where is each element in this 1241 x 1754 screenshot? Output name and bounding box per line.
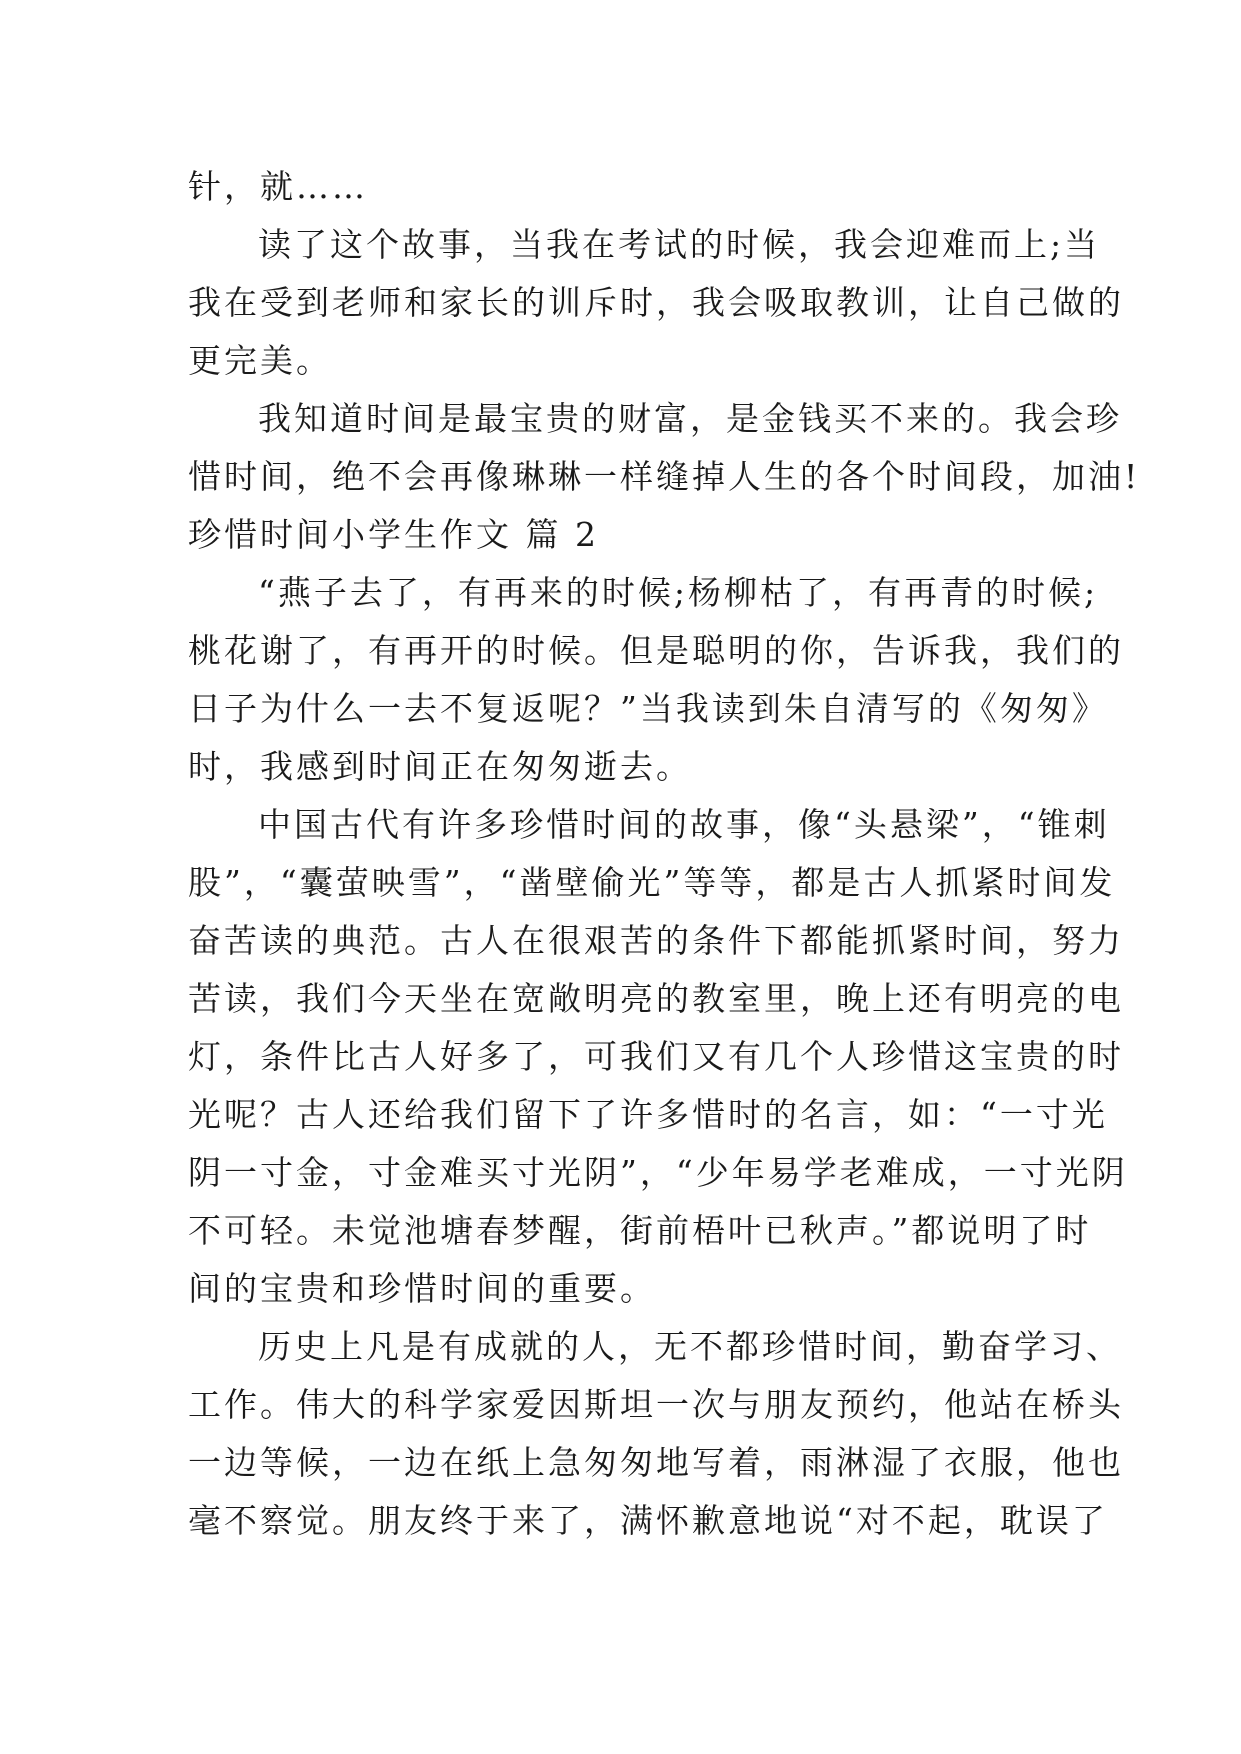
text-line: “燕子去了，有再来的时候;杨柳枯了，有再青的时候; [258, 573, 1099, 612]
text-line: 更完美。 [188, 341, 332, 380]
text-line: 苦读，我们今天坐在宽敞明亮的教室里，晚上还有明亮的电 [188, 979, 1124, 1018]
text-line: 阴一寸金，寸金难买寸光阴”，“少年易学老难成，一寸光阴 [188, 1153, 1128, 1192]
section-heading: 珍惜时间小学生作文 篇 2 [188, 515, 599, 554]
text-line: 针，就…… [188, 167, 368, 206]
text-line: 工作。伟大的科学家爱因斯坦一次与朋友预约，他站在桥头 [188, 1385, 1124, 1424]
text-line: 惜时间，绝不会再像琳琳一样缝掉人生的各个时间段，加油! [188, 457, 1141, 496]
text-line: 毫不察觉。朋友终于来了，满怀歉意地说“对不起，耽误了 [188, 1501, 1108, 1540]
text-line: 灯，条件比古人好多了，可我们又有几个人珍惜这宝贵的时 [188, 1037, 1124, 1076]
text-line: 桃花谢了，有再开的时候。但是聪明的你，告诉我，我们的 [188, 631, 1124, 670]
text-line: 间的宝贵和珍惜时间的重要。 [188, 1269, 656, 1308]
text-line: 我在受到老师和家长的训斥时，我会吸取教训，让自己做的 [188, 283, 1124, 322]
text-line: 中国古代有许多珍惜时间的故事，像“头悬梁”，“锥刺 [258, 805, 1110, 844]
text-line: 不可轻。未觉池塘春梦醒，街前梧叶已秋声。”都说明了时 [188, 1211, 1092, 1250]
text-line: 光呢？古人还给我们留下了许多惜时的名言，如：“一寸光 [188, 1095, 1108, 1134]
text-line: 历史上凡是有成就的人，无不都珍惜时间，勤奋学习、 [258, 1327, 1122, 1366]
text-line: 日子为什么一去不复返呢？”当我读到朱自清写的《匆匆》 [188, 689, 1108, 728]
text-line: 股”，“囊萤映雪”，“凿壁偷光”等等，都是古人抓紧时间发 [188, 863, 1116, 902]
text-line: 读了这个故事，当我在考试的时候，我会迎难而上;当 [258, 225, 1101, 264]
text-line: 时，我感到时间正在匆匆逝去。 [188, 747, 692, 786]
body-text [188, 158, 1141, 1550]
text-line: 一边等候，一边在纸上急匆匆地写着，雨淋湿了衣服，他也 [188, 1443, 1124, 1482]
text-line: 奋苦读的典范。古人在很艰苦的条件下都能抓紧时间，努力 [188, 921, 1124, 960]
text-line: 我知道时间是最宝贵的财富，是金钱买不来的。我会珍 [258, 399, 1122, 438]
